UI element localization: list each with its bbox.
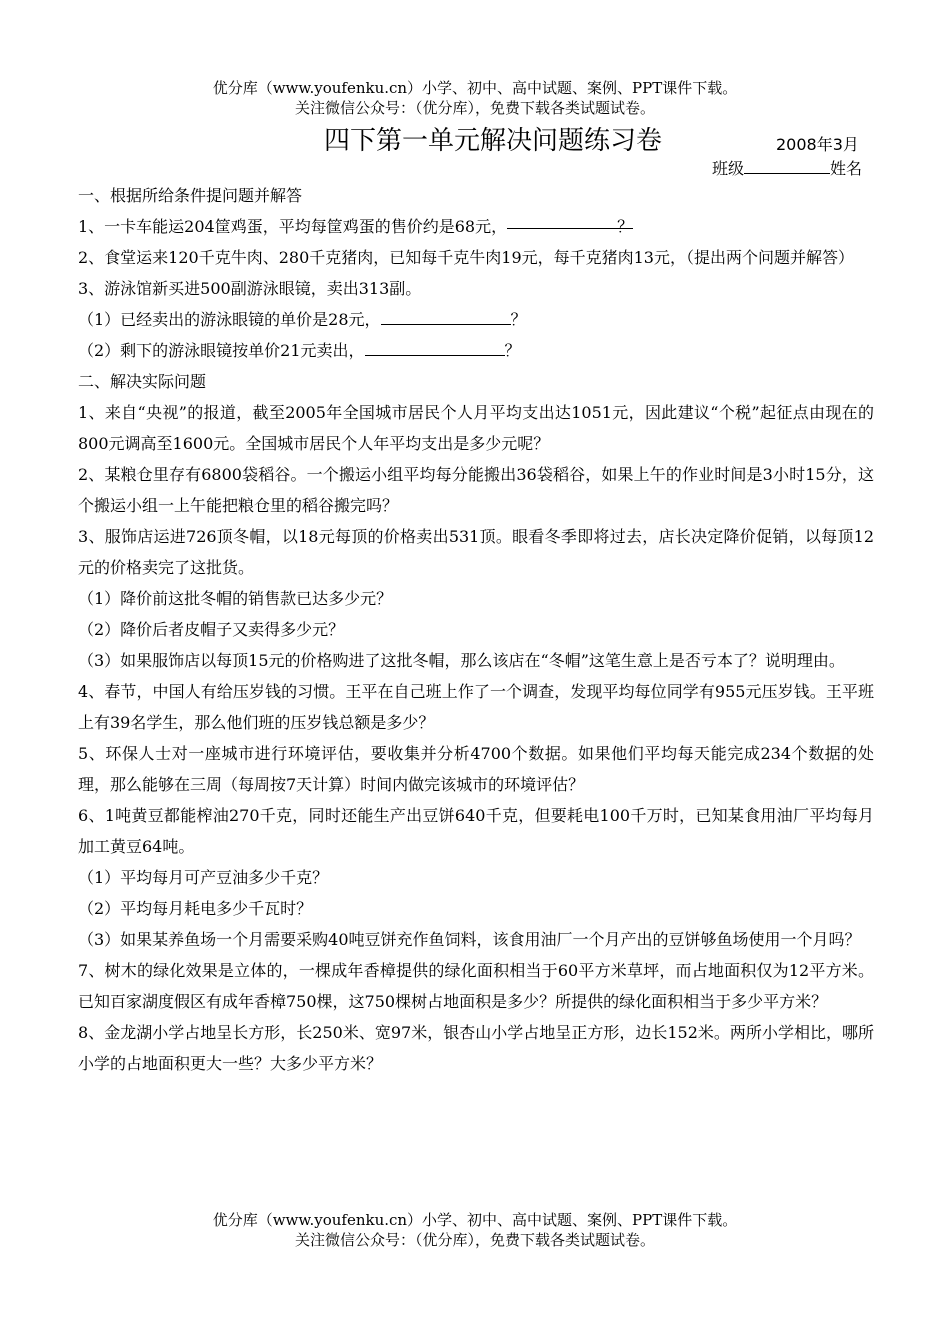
question-item: 3、服饰店运进726顶冬帽，以18元每顶的价格卖出531顶。眼看冬季即将过去，店长决定降价促销，以每顶12元的价格卖完了这批货。 [78,527,874,577]
page-title: 四下第一单元解决问题练习卷 [324,126,663,156]
section-1-question-3: 3、游泳馆新买进500副游泳眼镜，卖出313副。 [78,279,422,298]
footer-line-1: 优分库（www.youfenku.cn）小学、初中、高中试题、案例、PPT课件下载。 [212,1211,738,1229]
question-item: 1、来自“央视”的报道，截至2005年全国城市居民个人月平均支出达1051元，因此建议“个税”起征点由现在的800元调高至1600元。全国城市居民个人年平均支出是多少元呢？ [78,403,874,453]
question-item: （1）平均每月可产豆油多少千克？ [78,868,329,887]
section-2-heading: 二、解决实际问题 [78,372,207,391]
question-item: 6、1吨黄豆都能榨油270千克，同时还能生产出豆饼640千克，但要耗电100千万时，已知某食用油厂平均每月加工黄豆64吨。 [78,806,874,856]
answer-blank[interactable] [381,307,511,325]
question-item: 2、某粮仓里存有6800袋稻谷。一个搬运小组平均每分能搬出36袋稻谷，如果上午的作业时间是3小时15分，这个搬运小组一上午能把粮仓里的稻谷搬完吗？ [78,465,874,515]
question-item: （1）降价前这批冬帽的销售款已达多少元？ [78,589,393,608]
question-item: 7、树木的绿化效果是立体的，一棵成年香樟提供的绿化面积相当于60平方米草坪，而占地面积仅为12平方米。已知百家湖度假区有成年香樟750棵，这750棵树占地面积是多少？所提供的绿化面积相当于多少平方米？ [78,961,874,1011]
section-1-heading: 一、根据所给条件提问题并解答 [78,186,303,205]
class-label: 班级 [712,159,745,178]
section-1-question-3-part-2: （2）剩下的游泳眼镜按单价21元卖出， ？ [78,335,874,366]
question-item: （3）如果某养鱼场一个月需要采购40吨豆饼充作鱼饲料，该食用油厂一个月产出的豆饼够鱼场使用一个月吗？ [78,930,861,949]
worksheet-body [78,180,874,1079]
section-1-question-3-part-1: （1）已经卖出的游泳眼镜的单价是28元， ？ [78,304,874,335]
header-line-2: 关注微信公众号：（优分库），免费下载各类试题试卷。 [294,99,655,117]
question-item: 4、春节，中国人有给压岁钱的习惯。王平在自己班上作了一个调查，发现平均每位同学有955元压岁钱。王平班上有39名学生，那么他们班的压岁钱总额是多少？ [78,682,874,732]
class-blank[interactable] [744,157,830,174]
question-item: （2）平均每月耗电多少千瓦时？ [78,899,313,918]
class-name-line [712,156,862,179]
question-item: 5、环保人士对一座城市进行环境评估，要收集并分析4700个数据。如果他们平均每天能完成234个数据的处理，那么能够在三周（每周按7天计算）时间内做完该城市的环境评估？ [78,744,874,794]
date: 2008年3月 [776,135,859,154]
question-item: 8、金龙湖小学占地呈长方形，长250米、宽97米，银杏山小学占地呈正方形，边长152米。两所小学相比，哪所小学的占地面积更大一些？大多少平方米？ [78,1023,874,1073]
question-item: （3）如果服饰店以每顶15元的价格购进了这批冬帽，那么该店在“冬帽”这笔生意上是否亏本了？说明理由。 [78,651,845,670]
header-line-1: 优分库（www.youfenku.cn）小学、初中、高中试题、案例、PPT课件下载。 [212,79,738,97]
section-1-question-1: 1、一卡车能运204筐鸡蛋，平均每筐鸡蛋的售价约是68元， ？ [78,211,874,242]
answer-blank[interactable]: ？ [507,211,633,229]
answer-blank[interactable] [365,338,505,356]
name-label: 姓名 [830,159,863,178]
question-item: （2）降价后者皮帽子又卖得多少元？ [78,620,345,639]
section-1-question-2: 2、食堂运来120千克牛肉、280千克猪肉，已知每千克牛肉19元，每千克猪肉13元，（提出两个问题并解答） [78,248,854,267]
footer-line-2: 关注微信公众号：（优分库），免费下载各类试题试卷。 [294,1231,655,1249]
